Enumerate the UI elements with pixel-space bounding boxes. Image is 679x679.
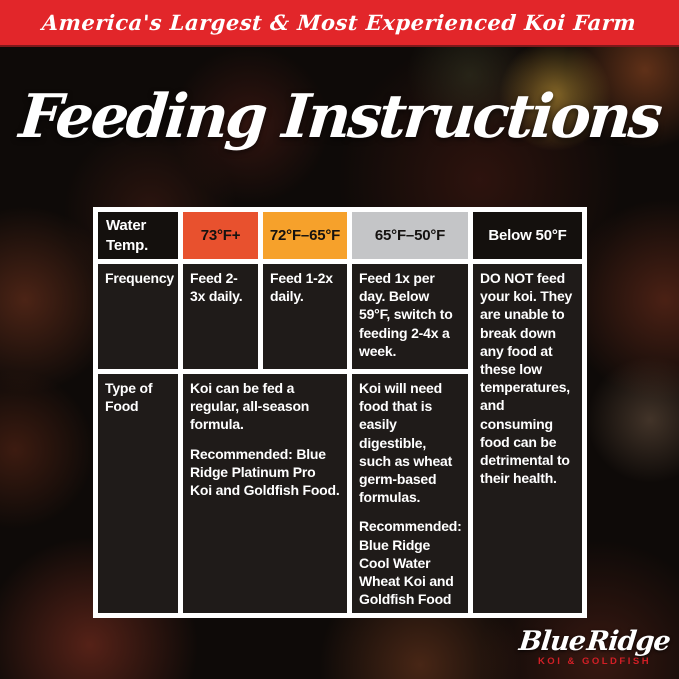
food-cool-text: Koi will need food that is easily digestible, such as wheat germ-based formulas.	[359, 380, 453, 506]
header-temp-below-50: Below 50°F	[473, 212, 582, 259]
frequency-row	[98, 264, 582, 369]
brand-name-first: Blue	[517, 626, 587, 657]
brand-subtitle: KOI & GOLDFISH	[537, 656, 652, 667]
header-temp-73plus: 73°F+	[183, 212, 258, 259]
frequency-cell-73plus: Feed 2-3x daily.	[183, 264, 258, 369]
header-temp-72-65: 72°F–65°F	[263, 212, 347, 259]
food-cool-recommendation	[359, 517, 461, 608]
food-cell-cool	[352, 374, 468, 613]
feeding-table	[93, 207, 587, 618]
brand-name-second: Ridge	[585, 626, 672, 657]
banner-tagline: America's Largest & Most Experienced Koi Farm	[41, 10, 638, 35]
header-water-temp: Water Temp.	[98, 212, 178, 259]
header-temp-65-50: 65°F–50°F	[352, 212, 468, 259]
frequency-cell-65-50: Feed 1x per day. Below 59°F, switch to feeding 2-4x a week.	[352, 264, 468, 369]
recommended-product: Blue Ridge Platinum Pro Koi and Goldfish Food.	[190, 445, 340, 498]
top-banner	[0, 0, 679, 47]
food-regular-recommendation	[190, 445, 340, 500]
type-of-food-row-label: Type of Food	[98, 374, 178, 613]
brand-name	[517, 626, 672, 657]
page-title: Feeding Instructions	[16, 82, 663, 152]
frequency-cell-72-65: Feed 1-2x daily.	[263, 264, 347, 369]
recommended-label: Recommended:	[359, 518, 462, 535]
food-cell-regular	[183, 374, 347, 613]
frequency-row-label: Frequency	[98, 264, 178, 369]
brand-logo	[517, 626, 672, 667]
food-regular-text: Koi can be fed a regular, all-season formula.	[190, 380, 310, 433]
below-50-warning-cell: DO NOT feed your koi. They are unable to break down any food at these low temperatures, and consuming food can be detrimental to their health.	[473, 264, 582, 613]
recommended-product: Blue Ridge Cool Water Wheat Koi and Goldfish Food	[359, 536, 454, 608]
recommended-label: Recommended:	[190, 445, 293, 462]
table-header-row	[98, 212, 582, 259]
